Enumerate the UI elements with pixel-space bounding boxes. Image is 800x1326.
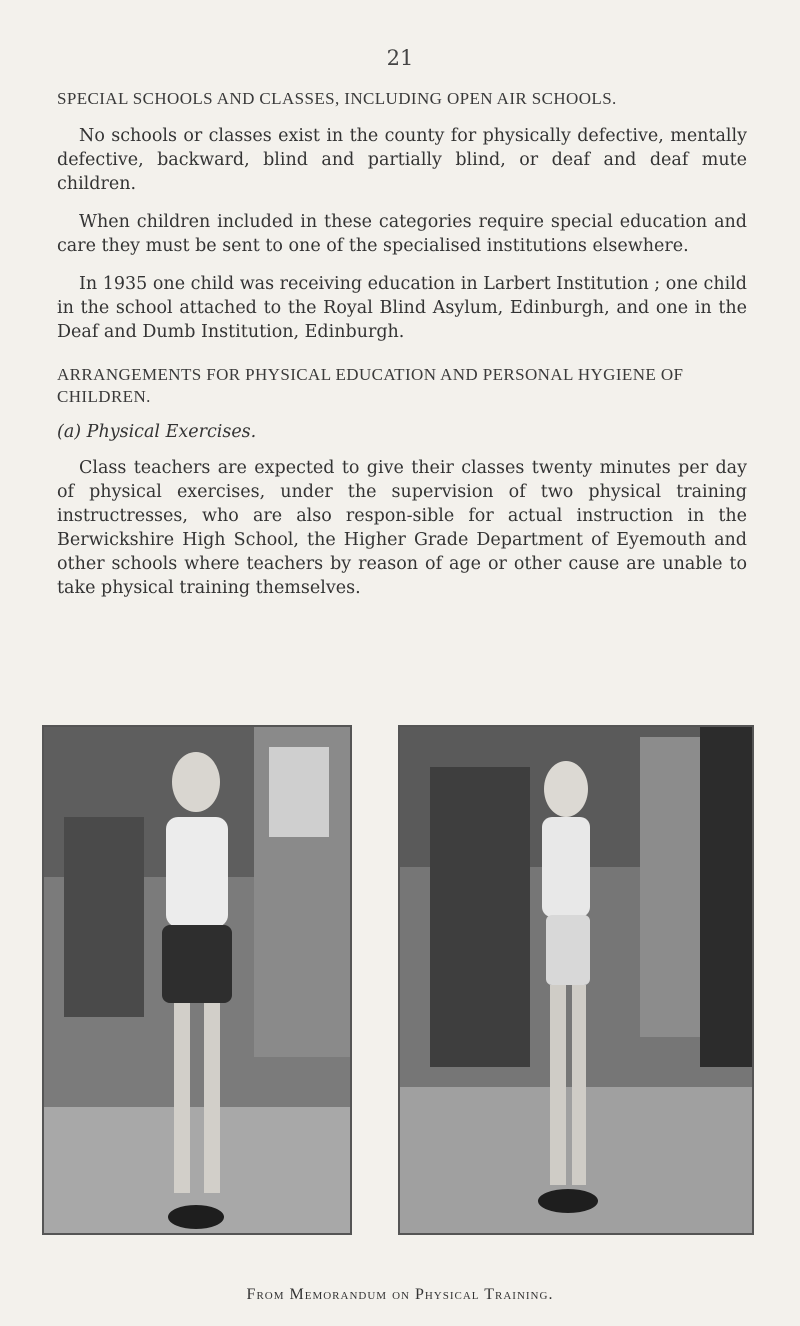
page-number: 21 <box>386 46 414 70</box>
page-body <box>57 88 747 600</box>
photo-girl-standing <box>42 725 352 1235</box>
paragraph-special-education: When children included in these categories require special education and care they must be sent to one of the specialised institutions elsewhere. <box>57 212 747 256</box>
photo-plate <box>42 725 754 1245</box>
subheading-label: (a) <box>57 422 82 442</box>
section-heading-physical-education: ARRANGEMENTS FOR PHYSICAL EDUCATION AND PERSONAL HYGIENE OF CHILDREN. <box>57 365 684 406</box>
figure-caption: From Memorandum on Physical Training. <box>246 1286 554 1303</box>
paragraph-no-schools: No schools or classes exist in the county for physically defective, mentally defective, backward, blind and partially blind, or deaf and deaf mute children. <box>57 126 747 194</box>
subheading-physical-exercises <box>57 422 747 442</box>
section-heading-special-schools: SPECIAL SCHOOLS AND CLASSES, INCLUDING OPEN AIR SCHOOLS. <box>57 89 617 108</box>
photo-boy-standing <box>398 725 754 1235</box>
subheading-text: Physical Exercises. <box>86 422 257 442</box>
paragraph-class-teachers: Class teachers are expected to give their classes twenty minutes per day of physical exercises, under the supervision of two physical training instructresses, who are also respon-sible for actual instruction in the Berwickshire High School, the Higher Grade Department of Eyemouth and other schools where teachers by reason of age or other cause are unable to take physical training themselves. <box>57 458 747 598</box>
paragraph-1935-cases: In 1935 one child was receiving education in Larbert Institution ; one child in the school attached to the Royal Blind Asylum, Edinburgh, and one in the Deaf and Dumb Institution, Edinburgh. <box>57 274 747 342</box>
